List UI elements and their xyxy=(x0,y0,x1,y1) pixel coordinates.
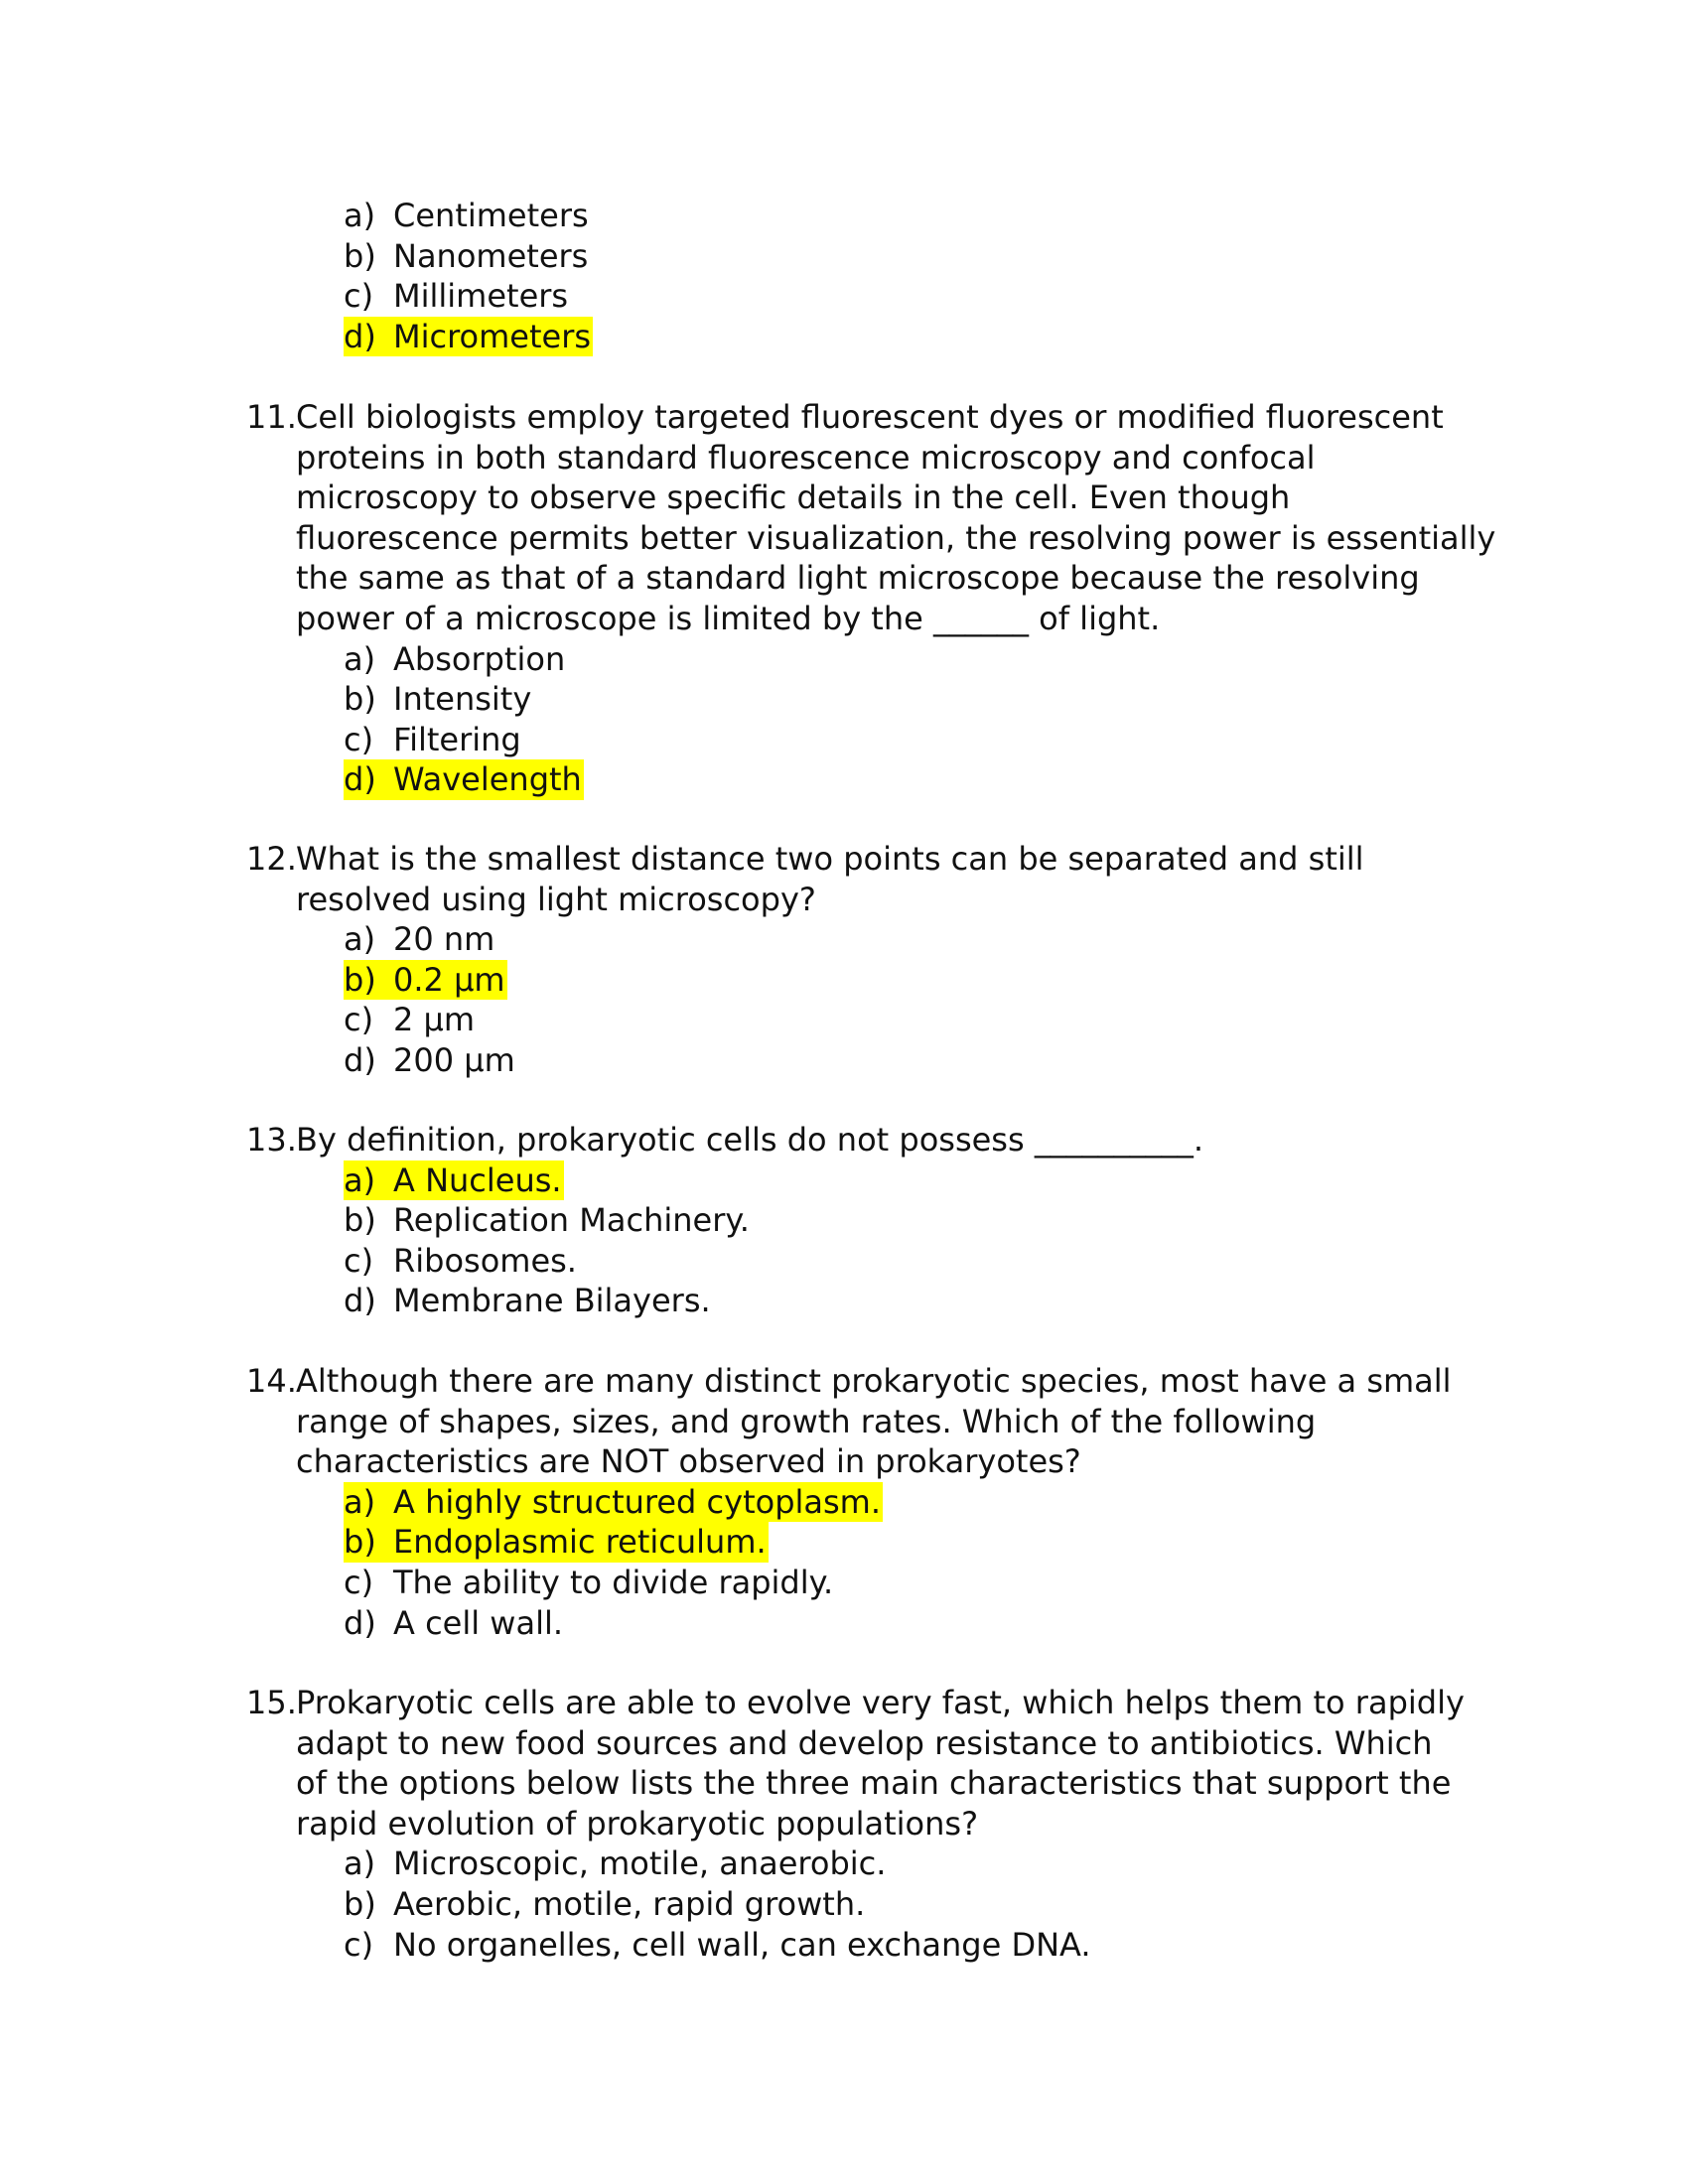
question-number: 11. xyxy=(246,398,297,436)
highlighted-answer xyxy=(344,1482,883,1523)
answer-option xyxy=(344,1482,1497,1523)
question-number: 13. xyxy=(246,1121,297,1159)
option-letter: c) xyxy=(344,1241,374,1280)
option-text: Absorption xyxy=(393,639,566,678)
answer-text-wrap xyxy=(344,1563,835,1603)
question-text: adapt to new food sources and develop resistance to antibiotics. Which xyxy=(296,1723,1433,1762)
option-letter: c) xyxy=(344,1001,374,1039)
question-text: the same as that of a standard light microscope because the resolving xyxy=(296,559,1420,598)
question-14 xyxy=(246,1361,1497,1643)
question-text-line xyxy=(246,880,1497,920)
answer-option xyxy=(344,196,593,236)
answer-text-wrap xyxy=(344,679,533,720)
question-text: microscopy to observe specific details in the cell. Even though xyxy=(296,478,1291,517)
question-text: characteristics are NOT observed in prokaryotes? xyxy=(296,1442,1081,1481)
answer-text-wrap xyxy=(344,720,523,760)
question-text: Cell biologists employ targeted fluorescent dyes or modified fluorescent xyxy=(296,398,1444,436)
option-text: The ability to divide rapidly. xyxy=(393,1563,834,1601)
answer-option xyxy=(344,639,1497,680)
answer-text-wrap xyxy=(344,1241,579,1282)
answer-option xyxy=(344,276,593,317)
option-text: Wavelength xyxy=(393,760,582,799)
answer-option xyxy=(344,1884,1497,1925)
option-letter: b) xyxy=(344,236,376,275)
question-text: rapid evolution of prokaryotic populations? xyxy=(296,1804,979,1843)
option-letter: a) xyxy=(344,197,376,234)
question-text-line xyxy=(246,1441,1497,1482)
question-text: fluorescence permits better visualization, the resolving power is essentially xyxy=(296,518,1496,557)
question-12 xyxy=(246,839,1497,1081)
question-text: of the options below lists the three main characteristics that support the xyxy=(296,1764,1452,1803)
option-letter: a) xyxy=(344,920,376,959)
question-15 xyxy=(246,1683,1497,1965)
question-text-line xyxy=(246,1402,1497,1442)
question-13 xyxy=(246,1120,1497,1321)
option-letter: c) xyxy=(344,1563,374,1601)
option-letter: d) xyxy=(344,1603,376,1642)
question-text: power of a microscope is limited by the ______ of light. xyxy=(296,599,1161,637)
answer-option xyxy=(344,1160,1497,1201)
option-text: Intensity xyxy=(393,680,532,719)
answer-text-wrap xyxy=(344,196,591,236)
answer-options xyxy=(344,1160,1497,1321)
option-text: A Nucleus. xyxy=(393,1160,562,1199)
option-letter: c) xyxy=(344,277,374,316)
question-text-line xyxy=(246,478,1497,518)
answer-option xyxy=(344,236,593,277)
highlighted-answer xyxy=(344,1522,769,1563)
answer-option xyxy=(344,720,1497,760)
option-letter: a) xyxy=(344,1482,376,1521)
question-text-line xyxy=(246,438,1497,478)
option-text: 0.2 µm xyxy=(393,960,505,999)
answer-option xyxy=(344,1522,1497,1563)
option-text: 2 µm xyxy=(393,1001,476,1039)
question-text: proteins in both standard fluorescence microscopy and confocal xyxy=(296,438,1316,477)
answer-option xyxy=(344,1000,1497,1040)
option-text: 200 µm xyxy=(393,1040,515,1079)
option-letter: d) xyxy=(344,1282,376,1320)
option-text: No organelles, cell wall, can exchange DNA. xyxy=(393,1925,1091,1964)
answer-text-wrap xyxy=(344,1200,752,1241)
answer-options xyxy=(344,1843,1497,1965)
answer-text-wrap xyxy=(344,1040,517,1081)
answer-option xyxy=(344,1200,1497,1241)
answer-option xyxy=(344,1843,1497,1884)
option-letter: b) xyxy=(344,960,376,999)
question-text: Although there are many distinct prokaryotic species, most have a small xyxy=(296,1362,1452,1400)
option-letter: d) xyxy=(344,760,376,799)
option-letter: c) xyxy=(344,720,374,758)
answer-option xyxy=(344,1603,1497,1644)
question-text-line xyxy=(246,1723,1497,1764)
question-11 xyxy=(246,397,1497,800)
option-text: Replication Machinery. xyxy=(393,1201,750,1240)
question-text: By definition, prokaryotic cells do not possess __________. xyxy=(296,1121,1203,1159)
question-text-line xyxy=(246,1120,1497,1160)
option-text: Centimeters xyxy=(393,197,589,234)
answer-option xyxy=(344,317,593,357)
answer-text-wrap xyxy=(344,236,590,277)
option-text: Membrane Bilayers. xyxy=(393,1282,711,1320)
answer-option xyxy=(344,759,1497,800)
question-text: range of shapes, sizes, and growth rates. Which of the following xyxy=(296,1402,1317,1440)
question-text-line xyxy=(246,1763,1497,1804)
option-text: Millimeters xyxy=(393,277,569,316)
answer-text-wrap xyxy=(344,1000,477,1040)
option-text: A highly structured cytoplasm. xyxy=(393,1482,882,1521)
question-text: resolved using light microscopy? xyxy=(296,880,816,918)
answer-text-wrap xyxy=(344,919,496,960)
option-letter: b) xyxy=(344,1201,376,1240)
option-text: Endoplasmic reticulum. xyxy=(393,1523,767,1562)
answer-options xyxy=(344,919,1497,1080)
highlighted-answer xyxy=(344,317,593,357)
answer-text-wrap xyxy=(344,276,570,317)
option-text: Microscopic, motile, anaerobic. xyxy=(393,1844,887,1883)
answer-text-wrap xyxy=(344,1281,713,1321)
question-text-line xyxy=(246,518,1497,559)
option-text: A cell wall. xyxy=(393,1603,564,1642)
option-letter: b) xyxy=(344,1884,376,1923)
option-text: Filtering xyxy=(393,720,521,758)
question-text-line xyxy=(246,1361,1497,1402)
answer-text-wrap xyxy=(344,639,567,680)
highlighted-answer xyxy=(344,759,584,800)
highlighted-answer xyxy=(344,1160,564,1201)
answer-option xyxy=(344,1563,1497,1603)
question-number: 12. xyxy=(246,840,297,878)
option-letter: a) xyxy=(344,639,376,678)
answer-option xyxy=(344,1281,1497,1321)
answer-option xyxy=(344,960,1497,1001)
answer-option xyxy=(344,919,1497,960)
option-letter: b) xyxy=(344,680,376,719)
option-text: 20 nm xyxy=(393,920,495,959)
question-text-line xyxy=(246,558,1497,599)
option-text: Micrometers xyxy=(393,317,592,355)
carryover-options xyxy=(344,196,593,356)
question-text-line xyxy=(246,599,1497,639)
question-text: What is the smallest distance two points can be separated and still xyxy=(296,840,1364,878)
answer-option xyxy=(344,1241,1497,1282)
option-letter: b) xyxy=(344,1523,376,1562)
answer-option xyxy=(344,679,1497,720)
option-text: Ribosomes. xyxy=(393,1241,577,1280)
option-text: Nanometers xyxy=(393,236,589,275)
answer-option xyxy=(344,1040,1497,1081)
option-letter: c) xyxy=(344,1925,374,1964)
answer-option xyxy=(344,1925,1497,1966)
option-letter: d) xyxy=(344,1040,376,1079)
option-letter: d) xyxy=(344,317,376,355)
question-text-line xyxy=(246,1804,1497,1844)
answer-text-wrap xyxy=(344,1603,565,1644)
question-text-line xyxy=(246,1683,1497,1723)
option-text: Aerobic, motile, rapid growth. xyxy=(393,1884,866,1923)
answer-options xyxy=(344,639,1497,800)
question-text-line xyxy=(246,397,1497,438)
question-text: Prokaryotic cells are able to evolve very fast, which helps them to rapidly xyxy=(296,1684,1465,1721)
answer-options xyxy=(344,1482,1497,1643)
option-letter: a) xyxy=(344,1844,376,1883)
option-letter: a) xyxy=(344,1160,376,1199)
question-number: 15. xyxy=(246,1684,297,1721)
highlighted-answer xyxy=(344,960,507,1001)
answer-text-wrap xyxy=(344,1884,867,1925)
answer-text-wrap xyxy=(344,1925,1093,1966)
question-text-line xyxy=(246,839,1497,880)
answer-text-wrap xyxy=(344,1843,888,1884)
question-number: 14. xyxy=(246,1362,297,1400)
